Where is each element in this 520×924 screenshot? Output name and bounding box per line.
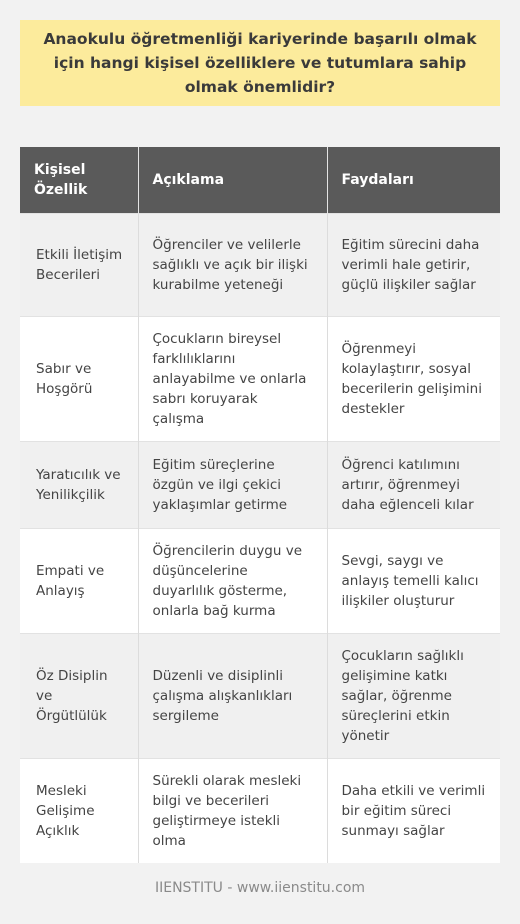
benefits-cell: Sevgi, saygı ve anlayış temelli kalıcı ilişkiler oluşturur <box>327 529 500 634</box>
description-cell: Sürekli olarak mesleki bilgi ve becerileri geliştirmeye istekli olma <box>138 759 327 864</box>
trait-cell: Mesleki Gelişime Açıklık <box>20 759 138 864</box>
trait-cell: Yaratıcılık ve Yenilikçilik <box>20 442 138 529</box>
table-header-row <box>20 147 500 214</box>
trait-cell: Etkili İletişim Becerileri <box>20 214 138 317</box>
benefits-cell: Eğitim sürecini daha verimli hale getirir, güçlü ilişkiler sağlar <box>327 214 500 317</box>
table-row <box>20 317 500 442</box>
benefits-cell: Daha etkili ve verimli bir eğitim süreci sunmayı sağlar <box>327 759 500 864</box>
benefits-cell: Çocukların sağlıklı gelişimine katkı sağlar, öğrenme süreçlerini etkin yönetir <box>327 634 500 759</box>
table-row <box>20 442 500 529</box>
table-row <box>20 634 500 759</box>
footer-credit: IIENSTITU - www.iienstitu.com <box>154 880 366 896</box>
table-row <box>20 214 500 317</box>
trait-cell: Empati ve Anlayış <box>20 529 138 634</box>
traits-table <box>20 147 500 863</box>
benefits-cell: Öğrenmeyi kolaylaştırır, sosyal becerilerin gelişimini destekler <box>327 317 500 442</box>
benefits-cell: Öğrenci katılımını artırır, öğrenmeyi daha eğlenceli kılar <box>327 442 500 529</box>
question-banner <box>20 20 500 106</box>
table-row <box>20 759 500 864</box>
description-cell: Eğitim süreçlerine özgün ve ilgi çekici yaklaşımlar getirme <box>138 442 327 529</box>
description-cell: Düzenli ve disiplinli çalışma alışkanlıkları sergileme <box>138 634 327 759</box>
trait-cell: Öz Disiplin ve Örgütlülük <box>20 634 138 759</box>
header-benefits: Faydaları <box>327 147 500 214</box>
question-title: Anaokulu öğretmenliği kariyerinde başarılı olmak için hangi kişisel özelliklere ve tutumlara sahip olmak önemlidir? <box>43 30 477 96</box>
description-cell: Öğrenciler ve velilerle sağlıklı ve açık bir ilişki kurabilme yeteneği <box>138 214 327 317</box>
description-cell: Çocukların bireysel farklılıklarını anlayabilme ve onlarla sabrı koruyarak çalışma <box>138 317 327 442</box>
description-cell: Öğrencilerin duygu ve düşüncelerine duyarlılık gösterme, onlarla bağ kurma <box>138 529 327 634</box>
table-row <box>20 529 500 634</box>
header-description: Açıklama <box>138 147 327 214</box>
header-trait: Kişisel Özellik <box>20 147 138 214</box>
trait-cell: Sabır ve Hoşgörü <box>20 317 138 442</box>
